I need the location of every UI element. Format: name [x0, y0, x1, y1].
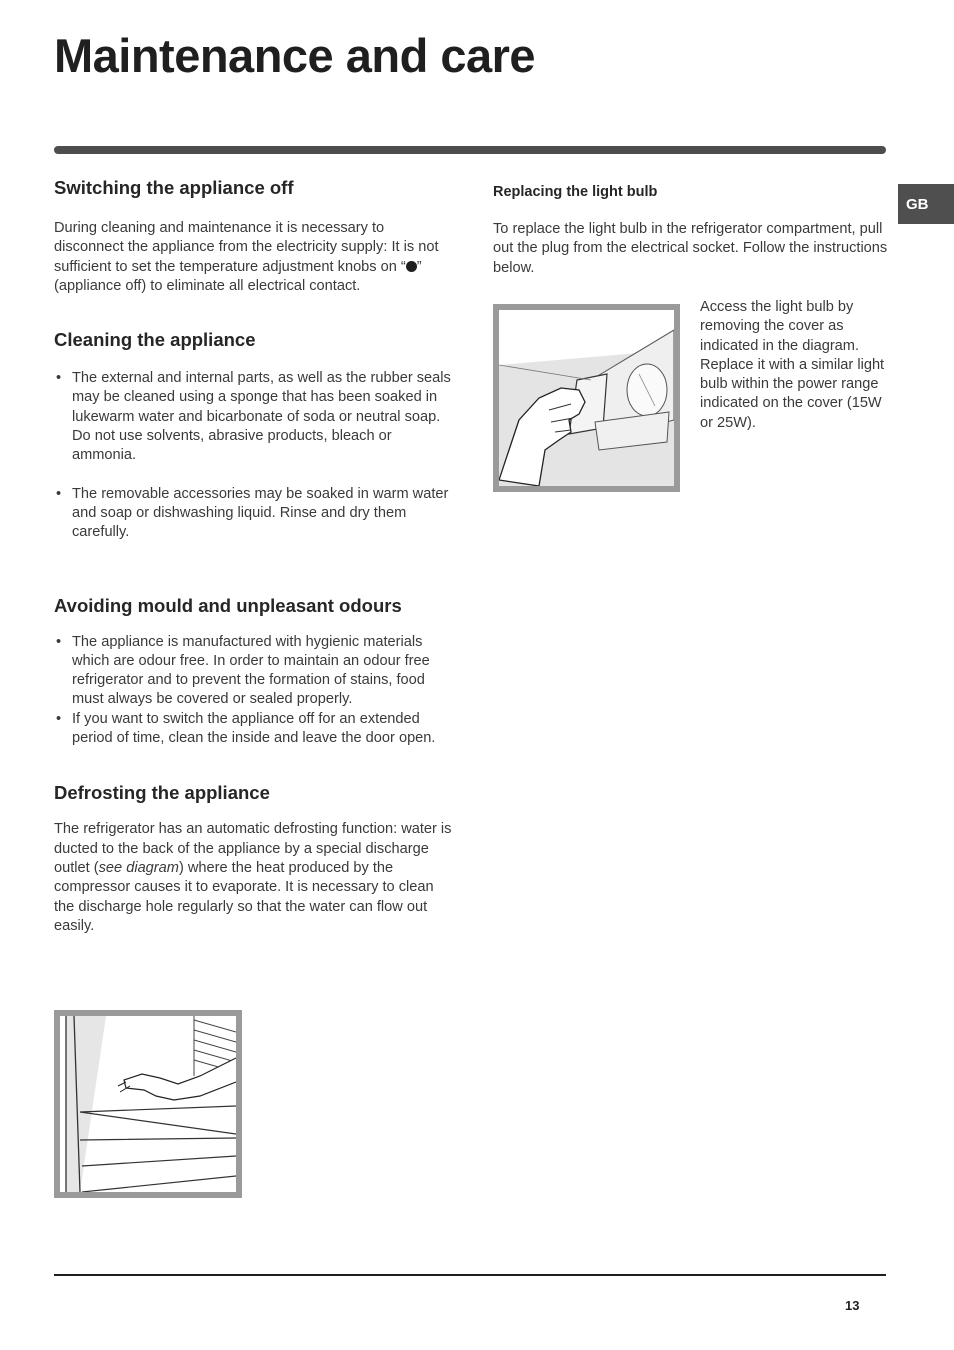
switching-off-heading: Switching the appliance off [54, 177, 294, 198]
footer-divider [54, 1274, 886, 1276]
mould-section [54, 594, 454, 749]
switching-off-section [54, 176, 454, 296]
mould-bullet-1: • The appliance is manufactured with hygienic materials which are odour free. In order to maintain an odour free refrigerator and to prevent the formation of stains, food must always be covered or sealed properly. [54, 633, 454, 710]
language-tab: GB [898, 184, 954, 224]
light-bulb-instructions: Access the light bulb by removing the cover as indicated in the diagram. Replace it with a similar light bulb within the power range indicated on the cover (15W or 25W). [700, 299, 885, 431]
switching-off-paragraph [54, 219, 454, 296]
light-bulb-heading: Replacing the light bulb [493, 184, 658, 200]
light-bulb-intro: To replace the light bulb in the refrigerator compartment, pull out the plug from the electrical socket. Follow the instructions below. [493, 221, 888, 276]
defrost-illustration [60, 1016, 236, 1192]
mould-bullet-2: • If you want to switch the appliance off for an extended period of time, clean the inside and leave the door open. [54, 710, 454, 749]
cleaning-list [54, 369, 454, 542]
defrosting-section [54, 781, 454, 936]
defrosting-text-after: ) where the heat produced by the compressor causes it to evaporate. It is necessary to clean the discharge hole regularly so that the water can flow out easily. [54, 859, 434, 934]
cleaning-bullet-2: • The removable accessories may be soaked in warm water and soap or dishwashing liquid. Rinse and dry them carefully. [54, 485, 454, 543]
cleaning-section [54, 328, 454, 542]
mould-heading: Avoiding mould and unpleasant odours [54, 594, 402, 616]
defrosting-paragraph [54, 820, 454, 936]
defrosting-text-before: The refrigerator has an automatic defrosting function: water is ducted to the back of the appliance by a special discharge outlet ( [54, 821, 452, 876]
header-divider [54, 146, 886, 154]
page-number: 13 [845, 1298, 860, 1313]
switching-off-text-after: ” (appliance off) to eliminate all electrical contact. [54, 258, 422, 294]
cleaning-heading: Cleaning the appliance [54, 329, 256, 351]
light-bulb-illustration [499, 310, 674, 486]
page-title: Maintenance and care [54, 29, 536, 82]
light-bulb-diagram [493, 304, 680, 492]
right-column [493, 180, 888, 278]
defrost-diagram [54, 1010, 242, 1198]
cleaning-bullet-1: • The external and internal parts, as well as the rubber seals may be cleaned using a sponge that has been soaked in lukewarm water and bicarbonate of soda or neutral soap. Do not use solvents, abrasive products, bleach or ammonia. [54, 369, 454, 465]
defrosting-heading: Defrosting the appliance [54, 782, 270, 804]
defrosting-text-italic: see diagram [98, 859, 179, 876]
mould-list [54, 633, 454, 749]
left-column [54, 176, 454, 936]
switching-off-text-before: During cleaning and maintenance it is necessary to disconnect the appliance from the electricity supply: It is not sufficient to set the temperature adjustment knobs on “ [54, 220, 439, 275]
appliance-off-dot-icon [406, 261, 417, 272]
